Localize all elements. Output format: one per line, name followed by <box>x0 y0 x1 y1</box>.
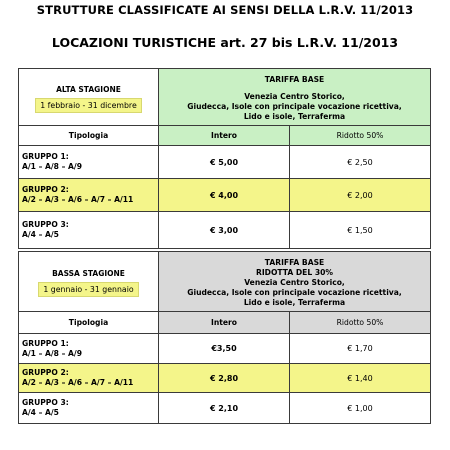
table-row <box>19 212 431 249</box>
group-name: GRUPPO 3: <box>22 398 69 407</box>
area-line-1: Venezia Centro Storico, <box>244 277 345 287</box>
area-line-3: Lido e isole, Terraferma <box>243 111 346 121</box>
tariff-header <box>159 69 431 126</box>
tariff-title: TARIFFA BASE <box>264 257 325 267</box>
season-period: 1 febbraio - 31 dicembre <box>35 98 142 113</box>
tariff-reduction: RIDOTTA DEL 30% <box>255 267 334 277</box>
document-title: STRUTTURE CLASSIFICATE AI SENSI DELLA L.R.V. 11/2013 <box>36 3 414 17</box>
table-row <box>19 393 431 424</box>
price-intero: €3,50 <box>159 334 290 364</box>
price-ridotto: € 2,00 <box>290 179 431 212</box>
group-types: A/4 – A/5 <box>22 230 59 239</box>
group-types: A/4 – A/5 <box>22 408 59 417</box>
tariff-table-bassa-stagione <box>18 251 431 424</box>
season-name: ALTA STAGIONE <box>56 84 121 94</box>
group-types: A/1 – A/8 – A/9 <box>22 162 82 171</box>
group-name: GRUPPO 1: <box>22 152 69 161</box>
col-header-tipologia: Tipologia <box>19 312 159 334</box>
season-period: 1 gennaio - 31 gennaio <box>38 282 138 297</box>
col-header-tipologia: Tipologia <box>19 126 159 146</box>
price-ridotto: € 2,50 <box>290 146 431 179</box>
table-row-highlighted <box>19 364 431 393</box>
table-row <box>19 146 431 179</box>
col-header-intero: Intero <box>159 126 290 146</box>
price-intero: € 5,00 <box>159 146 290 179</box>
season-cell <box>19 69 159 126</box>
group-types: A/2 – A/3 – A/6 – A/7 – A/11 <box>22 378 134 387</box>
tariff-title: TARIFFA BASE <box>264 74 325 84</box>
col-header-ridotto: Ridotto 50% <box>290 312 431 334</box>
tariff-header <box>159 252 431 312</box>
price-ridotto: € 1,70 <box>290 334 431 364</box>
area-line-1: Venezia Centro Storico, <box>244 91 345 101</box>
group-name: GRUPPO 1: <box>22 338 69 348</box>
price-intero: € 3,00 <box>159 212 290 249</box>
season-name: BASSA STAGIONE <box>52 269 125 278</box>
price-ridotto: € 1,00 <box>290 393 431 424</box>
col-header-intero: Intero <box>159 312 290 334</box>
area-line-2: Giudecca, Isole con principale vocazione ricettiva, <box>187 287 402 297</box>
price-intero: € 2,10 <box>159 393 290 424</box>
season-cell <box>19 252 159 312</box>
group-types: A/2 – A/3 – A/6 – A/7 – A/11 <box>22 195 134 204</box>
area-line-3: Lido e isole, Terraferma <box>243 297 346 307</box>
table-row-highlighted <box>19 179 431 212</box>
group-name: GRUPPO 3: <box>22 220 69 229</box>
table-row <box>19 334 431 364</box>
document-subtitle: LOCAZIONI TURISTICHE art. 27 bis L.R.V. 11/2013 <box>51 35 399 50</box>
group-types: A/1 – A/8 – A/9 <box>22 348 82 358</box>
group-name: GRUPPO 2: <box>22 368 69 377</box>
price-ridotto: € 1,40 <box>290 364 431 393</box>
tariff-table-alta-stagione <box>18 68 431 249</box>
area-line-2: Giudecca, Isole con principale vocazione ricettiva, <box>187 101 402 111</box>
col-header-ridotto: Ridotto 50% <box>290 126 431 146</box>
group-name: GRUPPO 2: <box>22 185 69 194</box>
price-intero: € 4,00 <box>159 179 290 212</box>
price-intero: € 2,80 <box>159 364 290 393</box>
price-ridotto: € 1,50 <box>290 212 431 249</box>
